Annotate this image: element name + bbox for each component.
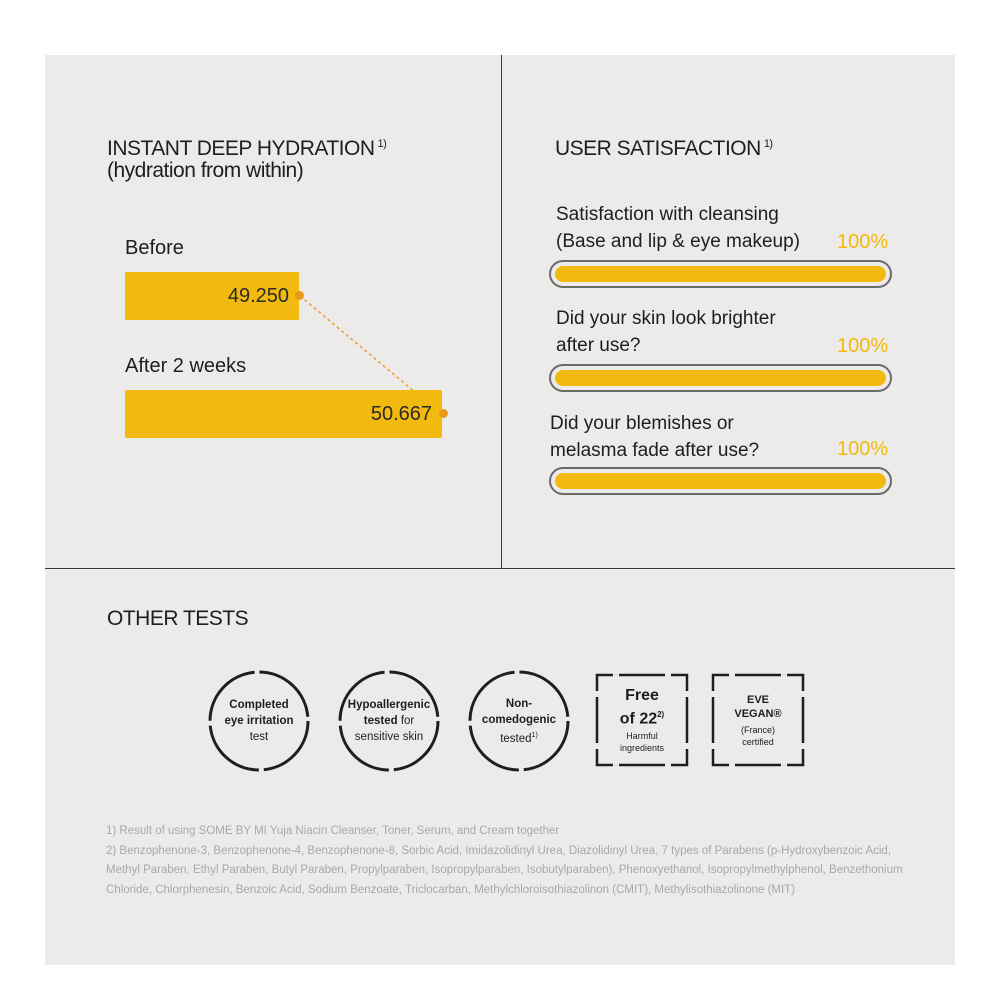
badge2-line3: sensitive skin [354,731,424,743]
after-dot [439,409,448,418]
badge2-line1: Hypoallergenic [347,699,431,711]
badge1-line2: eye irritation [224,715,294,727]
badge5-line4: certified [742,736,774,747]
eve-vegan-badge [711,673,805,767]
footnote-2: 2) Benzophenone-3, Benzophenone-4, Benzophenone-8, Sorbic Acid, Imidazolidinyl Urea, Diazolidinyl Urea, 7 types of Parabens (p-Hydroxybenzoic Acid, Methyl Paraben, Ethyl Paraben, Butyl Paraben, Propylparaben, Isopropylparaben, Isobutylparaben), Phenoxyethanol, Isopropylmethylphenol, Benzethonium Chloride, Chlorphenesin, Benzoic Acid, Sodium Benzoate, Triclocarban, Methylchloroisothiazolinon (CMIT), Methylisothiazolinone (MIT) [106,844,903,896]
badge4-note: 2) [657,709,665,719]
badge2-line2 [364,713,415,729]
badge5-line1: EVE [746,693,769,706]
free-of-22-badge [595,673,689,767]
badge5-line3: (France) [740,724,775,735]
q1-line2: (Base and lip & eye makeup) [556,231,800,252]
badge4-line1: Free [625,686,659,704]
eye-irritation-badge [207,669,311,773]
q2-progress-fill [555,370,886,386]
hypoallergenic-badge [337,669,441,773]
badge5-line2: VEGAN® [734,707,782,720]
q3-percent: 100% [837,438,889,460]
q2-percent: 100% [837,335,889,357]
satisfaction-title-text: USER SATISFACTION [555,137,761,160]
footnote-1: 1) Result of using SOME BY MI Yuja Niacin Cleanser, Toner, Serum, and Cream together [106,825,560,837]
before-value: 49.250 [227,285,289,307]
q1-progress-fill [555,266,886,282]
badge2-line2-rest: for [397,715,415,727]
hydration-title-note: 1) [377,138,387,150]
satisfaction-title-note: 1) [763,138,773,150]
non-comedogenic-badge [467,669,571,773]
q3-line2: melasma fade after use? [550,440,760,461]
q1-progress-track [549,260,892,288]
after-value: 50.667 [370,403,432,425]
badge2-line2-bold: tested [363,715,398,727]
badge1-line3: test [249,731,269,743]
satisfaction-question-3 [550,410,759,464]
badge3-line3-text: tested [500,732,532,745]
q1-percent: 100% [837,231,889,253]
q3-line1: Did your blemishes or [550,413,734,434]
other-tests-title: OTHER TESTS [107,607,249,630]
q2-line1: Did your skin look brighter [556,308,776,329]
q1-line1: Satisfaction with cleansing [556,204,779,225]
badge4-line4: ingredients [619,743,665,754]
badge4-line2 [620,705,664,728]
satisfaction-question-1 [556,201,800,255]
q2-progress-track [549,364,892,392]
hydration-subtitle: (hydration from within) [107,159,304,182]
hydration-title-text: INSTANT DEEP HYDRATION [107,137,375,160]
footnotes [106,822,926,900]
badge4-line3: Harmful [626,731,658,742]
q2-line2: after use? [556,335,641,356]
after-bar [125,390,442,438]
satisfaction-question-2 [556,305,776,359]
badge3-line1: Non- [505,697,533,710]
badge4-line2-text: of 22 [619,710,658,728]
q3-progress-fill [555,473,886,489]
badge3-line2: comedogenic [481,713,557,726]
badge3-line3 [500,728,538,747]
before-label: Before [125,237,184,259]
q3-progress-track [549,467,892,495]
after-label: After 2 weeks [125,355,247,377]
satisfaction-title [555,131,773,162]
badge1-line1: Completed [229,699,289,711]
badge3-note: 1) [531,731,538,739]
